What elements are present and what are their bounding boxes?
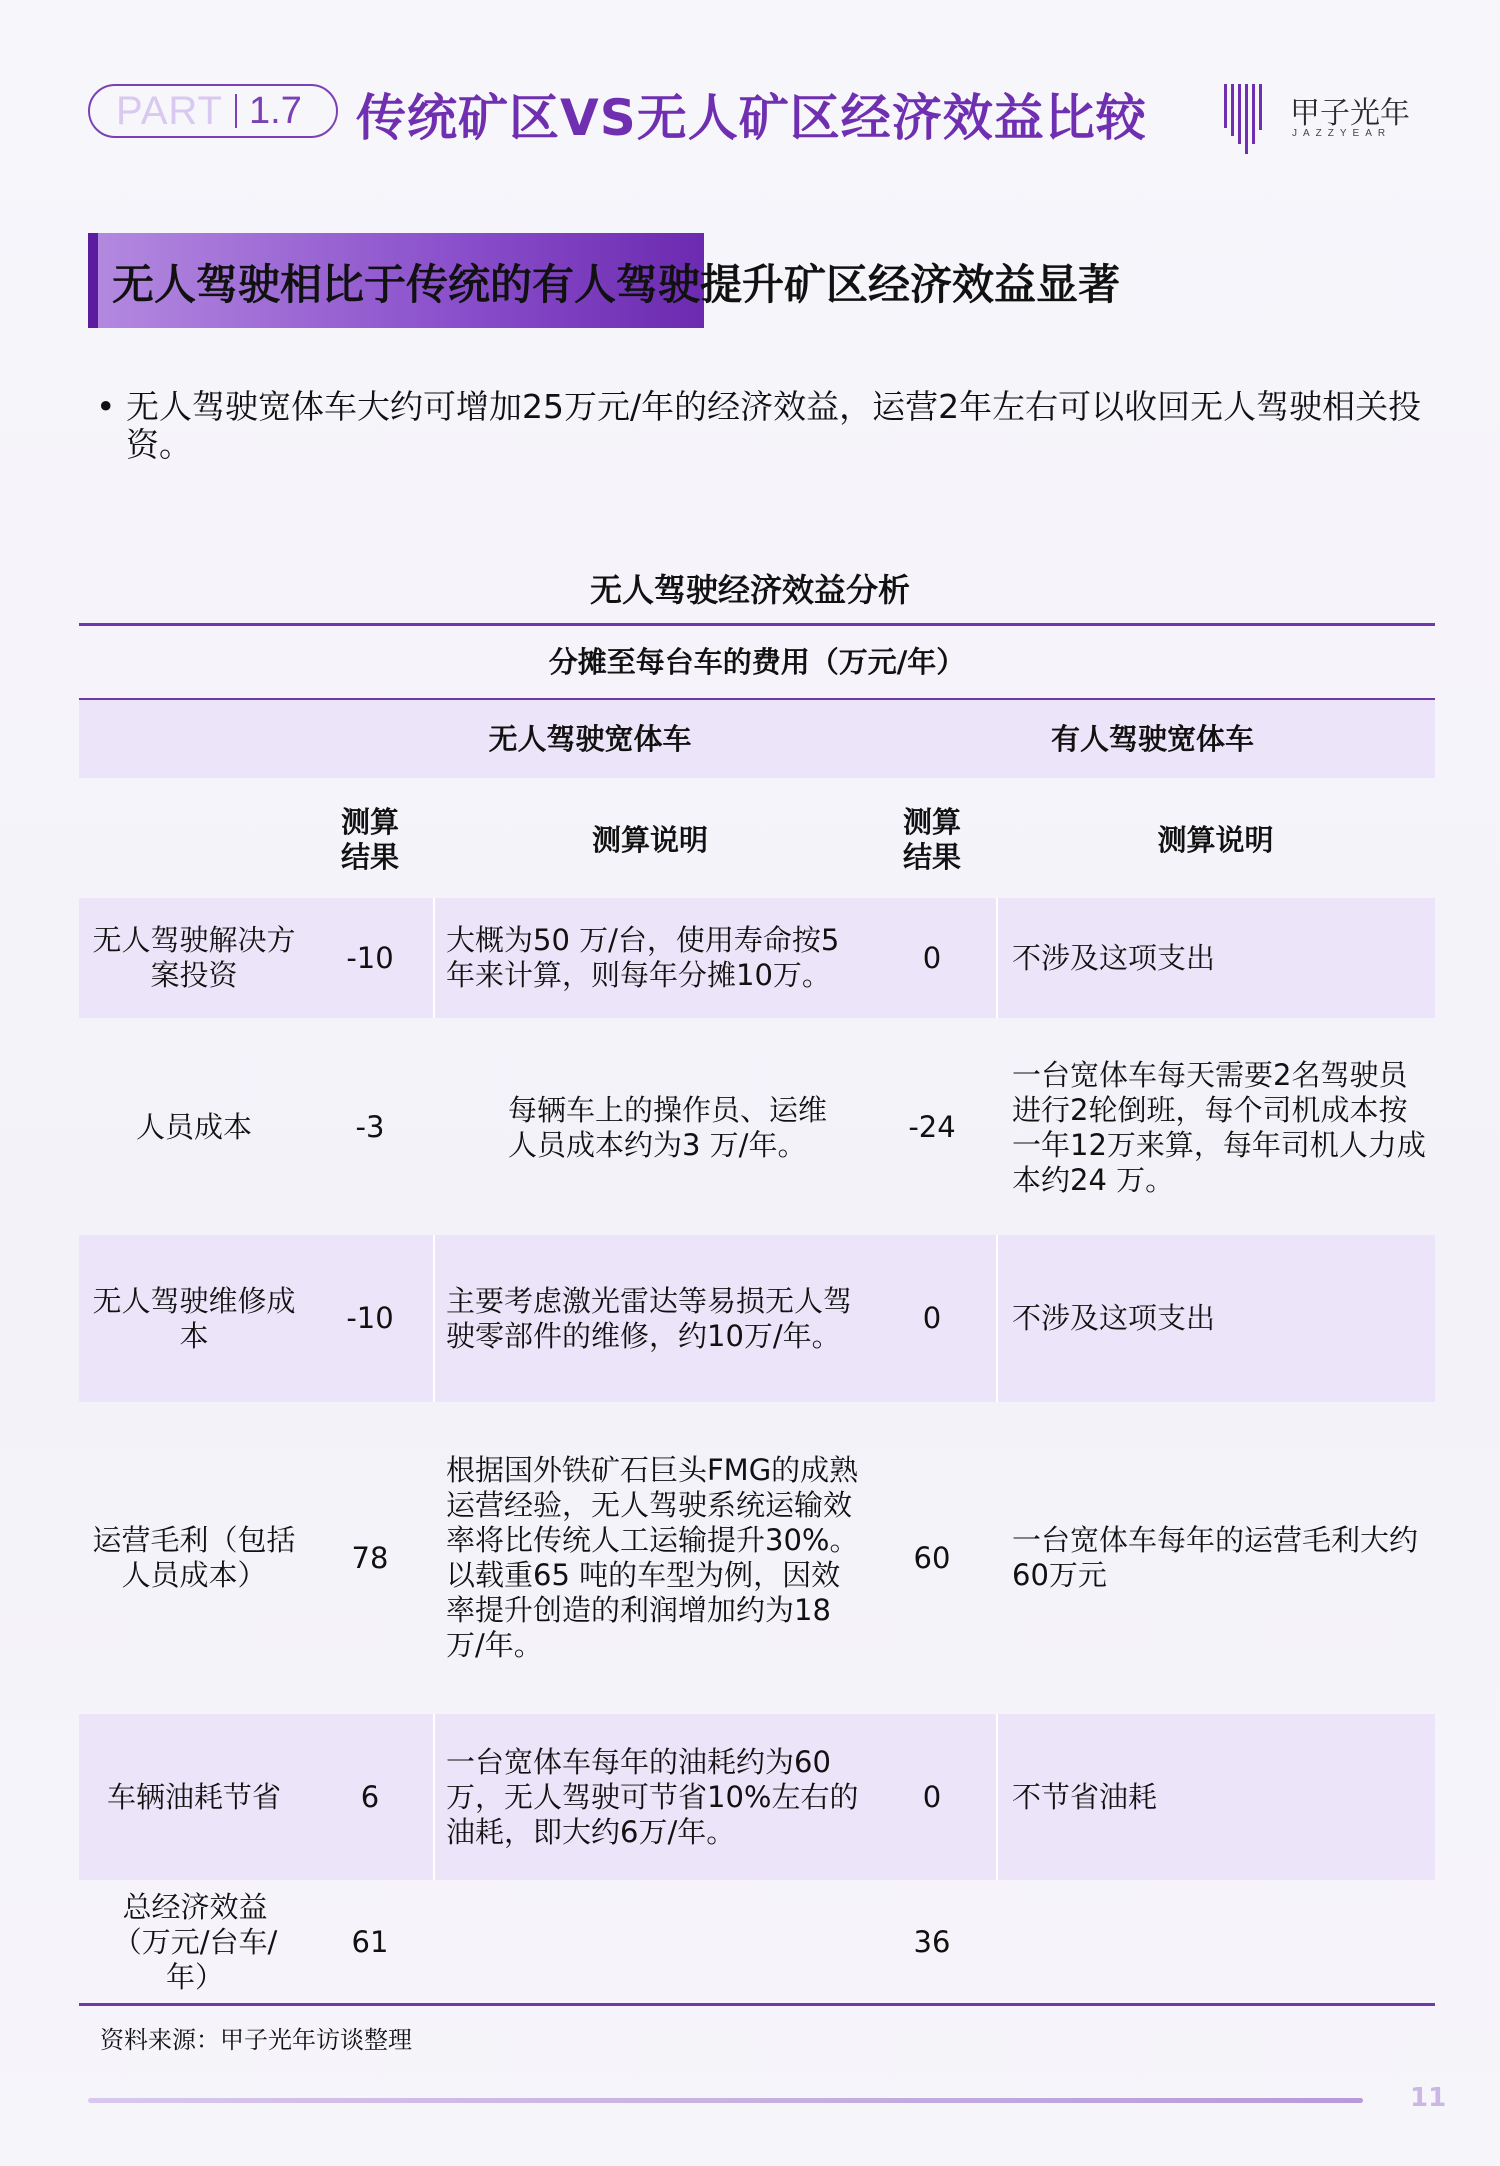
row-ad-result: -3 <box>355 1110 385 1144</box>
row-item: 车辆油耗节省 <box>106 1779 281 1814</box>
table-bottom-rule <box>79 2003 1435 2006</box>
row-md-result: 0 <box>922 1301 942 1335</box>
row-md-note: 一台宽体车每年的运营毛利大约60万元 <box>1012 1523 1419 1592</box>
row-ad-note: 大概为50 万/台，使用寿命按5年来计算，则每年分摊10万。 <box>446 923 840 992</box>
bullet-marker: • <box>96 387 116 426</box>
footer-rule <box>88 2098 1363 2103</box>
column-divider <box>433 898 435 1018</box>
row-ad-result: -10 <box>346 940 394 975</box>
page-title: 传统矿区VS无人矿区经济效益比较 <box>356 89 1147 147</box>
group-header-autonomous: 无人驾驶宽体车 <box>488 721 692 756</box>
row-ad-result: -10 <box>346 1301 394 1335</box>
brand-logo <box>1222 80 1422 154</box>
source-note: 资料来源：甲子光年访谈整理 <box>100 2026 412 2054</box>
row-md-result: -24 <box>908 1110 956 1144</box>
row-item: 人员成本 <box>135 1110 252 1144</box>
subtitle-accent-bar <box>88 233 98 328</box>
column-divider <box>996 898 998 1018</box>
column-divider <box>433 1235 435 1402</box>
col-header-md-note: 测算说明 <box>1157 822 1274 857</box>
table-top-rule <box>79 623 1435 626</box>
row-ad-result-total: 61 <box>351 1924 389 1959</box>
row-ad-note: 根据国外铁矿石巨头FMG的成熟运营经验，无人驾驶系统运输效率将比传统人工运输提升30%。以载重65 吨的车型为例，因效率提升创造的利润增加约为18万/年。 <box>446 1453 859 1662</box>
part-number: 1.7 <box>249 89 302 132</box>
cost-header: 分摊至每台车的费用（万元/年） <box>548 644 966 679</box>
row-item: 无人驾驶维修成本 <box>92 1283 296 1353</box>
column-divider <box>996 1235 998 1402</box>
row-ad-note: 一台宽体车每年的油耗约为60万，无人驾驶可节省10%左右的油耗，即大约6万/年。 <box>446 1744 859 1849</box>
section-subtitle: 无人驾驶相比于传统的有人驾驶提升矿区经济效益显著 <box>112 260 1121 309</box>
col-header-md-result: 测算 结果 <box>902 805 961 874</box>
row-item-total: 总经济效益（万元/台车/年） <box>112 1889 278 1994</box>
page-number: 11 <box>1410 2083 1447 2113</box>
logo-bars-icon <box>1222 80 1268 154</box>
part-badge <box>88 84 338 138</box>
row-md-result: 0 <box>922 940 942 975</box>
row-item: 运营毛利（包括人员成本） <box>92 1523 296 1592</box>
group-header-manned: 有人驾驶宽体车 <box>1050 721 1254 756</box>
logo-english-name: JAZZYEAR <box>1292 128 1392 139</box>
row-md-note: 一台宽体车每天需要2名驾驶员进行2轮倒班，每个司机成本按一年12万来算，每年司机人力成本约24 万。 <box>1012 1057 1426 1197</box>
row-md-result-total: 36 <box>913 1924 951 1959</box>
column-divider <box>996 1714 998 1880</box>
row-md-result: 60 <box>913 1540 951 1575</box>
row-ad-note: 每辆车上的操作员、运维人员成本约为3 万/年。 <box>508 1092 828 1162</box>
part-label: PART <box>116 88 223 133</box>
bullet-text: 无人驾驶宽体车大约可增加25万元/年的经济效益，运营2年左右可以收回无人驾驶相关投资。 <box>126 387 1422 464</box>
column-divider <box>433 1714 435 1880</box>
col-header-ad-note: 测算说明 <box>591 822 708 857</box>
row-md-note: 不涉及这项支出 <box>1012 1301 1216 1335</box>
row-ad-result: 6 <box>360 1779 380 1814</box>
part-divider <box>235 94 237 128</box>
logo-chinese-name: 甲子光年 <box>1290 96 1410 131</box>
row-md-note: 不节省油耗 <box>1012 1779 1158 1814</box>
row-ad-result: 78 <box>351 1540 389 1575</box>
table-title: 无人驾驶经济效益分析 <box>589 571 910 609</box>
row-ad-note: 主要考虑激光雷达等易损无人驾驶零部件的维修，约10万/年。 <box>446 1283 853 1353</box>
row-md-note: 不涉及这项支出 <box>1012 940 1216 975</box>
col-header-ad-result: 测算 结果 <box>340 805 399 874</box>
row-md-result: 0 <box>922 1779 942 1814</box>
row-item: 无人驾驶解决方案投资 <box>92 923 296 992</box>
